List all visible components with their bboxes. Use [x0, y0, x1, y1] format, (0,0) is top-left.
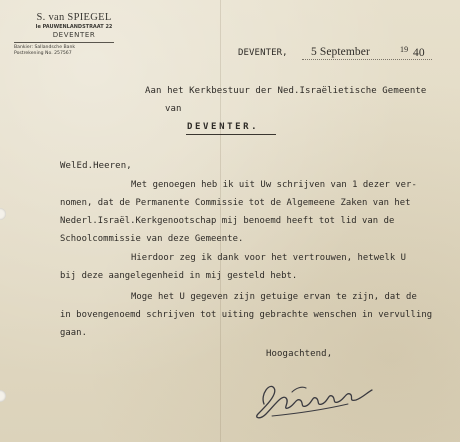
body-line: Met genoegen heb ik uit Uw schrijven van 1 dezer ver-: [131, 180, 417, 190]
letterhead-bank: Bankier: Sallandsche Bank: [14, 45, 76, 50]
recipient-line-1: Aan het Kerkbestuur der Ned.Israëlietische Gemeente: [145, 86, 427, 96]
date-year-suffix: 40: [413, 47, 425, 59]
body-line: Hierdoor zeg ik dank voor het vertrouwen, hetwelk U: [131, 253, 407, 263]
date-year-prefix: 19: [400, 45, 409, 54]
body-line: gaan.: [60, 328, 87, 338]
body-line: bij deze aangelegenheid in mij gesteld hebt.: [60, 271, 298, 281]
letterhead-giro: Postrekening No. 257567: [14, 51, 72, 56]
punch-hole-icon: [0, 208, 6, 220]
letterhead-divider: [14, 42, 114, 43]
letterhead-street: Ie PAUWENLANDSTRAAT 22: [35, 24, 113, 30]
body-line: Nederl.Israël.Kerkgenootschap mij benoemd heeft tot lid van de: [60, 216, 395, 226]
punch-hole-icon: [0, 390, 6, 402]
closing: Hoogachtend,: [266, 349, 333, 359]
letterhead-city: DEVENTER: [52, 31, 96, 39]
signature-icon: [252, 364, 382, 424]
body-line: nomen, dat de Permanente Commissie tot de Algemeene Zaken van het: [60, 198, 411, 208]
body-line: Moge het U gegeven zijn getuige ervan te zijn, dat de: [131, 292, 417, 302]
body-line: in bovengenoemd schrijven tot uiting gebrachte wenschen in vervulling: [60, 310, 433, 320]
letterhead-name: S. van SPIEGEL: [36, 12, 112, 23]
recipient-city: DEVENTER.: [187, 122, 260, 132]
date-dotted-line: [302, 59, 432, 60]
letterhead: [14, 12, 134, 57]
date-day-month: 5 September: [311, 46, 370, 58]
recipient-line-2: van: [165, 104, 182, 114]
recipient-city-underline: [186, 134, 276, 135]
date-city: DEVENTER,: [238, 48, 288, 58]
salutation: WelEd.Heeren,: [60, 161, 132, 171]
body-line: Schoolcommissie van deze Gemeente.: [60, 234, 244, 244]
